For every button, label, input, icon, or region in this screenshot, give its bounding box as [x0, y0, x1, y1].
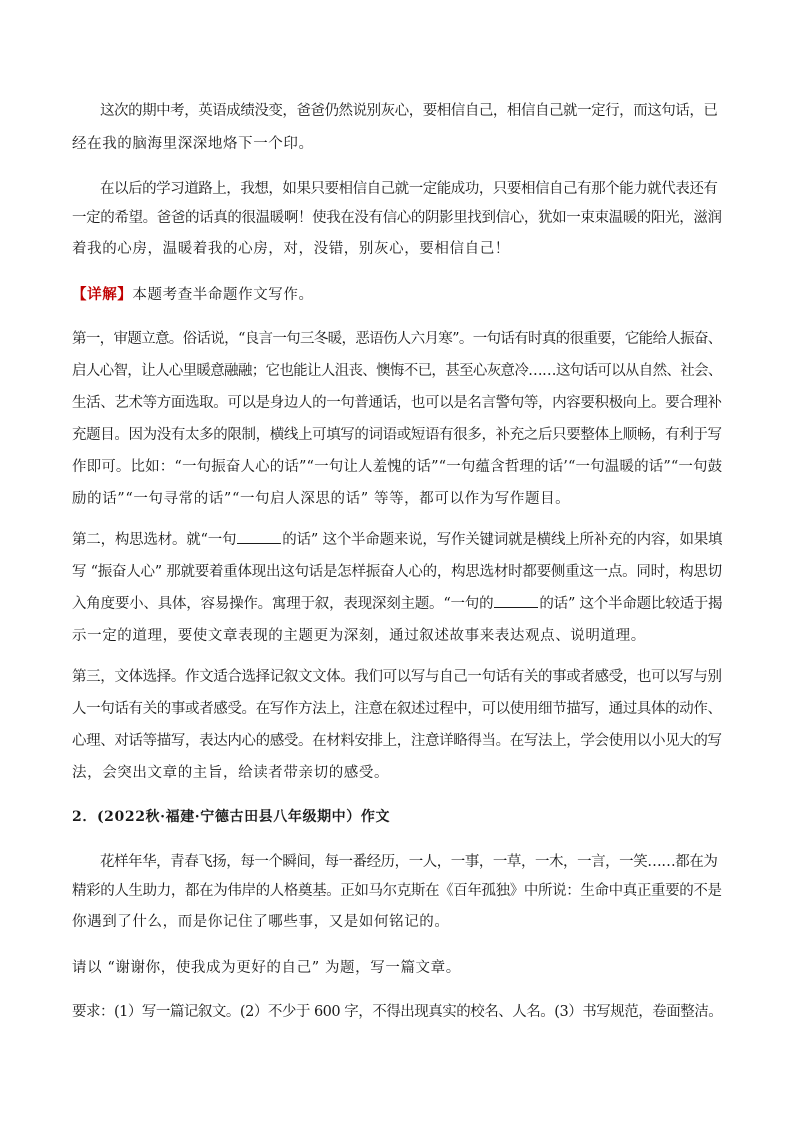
analysis-third-line1: 第三，文体选择。作文适合选择记叙文文体。我们可以写与自己一句话有关的事或者感受，也可以写与别 — [72, 669, 722, 685]
analysis-second-line2: 写 “振奋人心” 那就要着重体现出这句话是怎样振奋人心的，构思选材时都要侧重这一点。同时，构思切 — [72, 564, 722, 580]
fill-blank — [237, 530, 281, 544]
analysis-first-line4: 充题目。因为没有太多的限制，横线上可填写的词语或短语有很多，补充之后只要整体上顺畅，有利于写 — [72, 427, 722, 443]
fill-blank — [494, 594, 538, 608]
analysis-first-line5: 作即可。比如：“一句振奋人心的话”“一句让人羞愧的话”“一句蕴含哲理的话’“一句温暖的话”“一句鼓 — [72, 459, 723, 475]
analysis-heading — [72, 285, 722, 305]
analysis-intro: 本题考查半命题作文写作。 — [132, 287, 314, 303]
essay-p2-line1: 在以后的学习道路上，我想，如果只要相信自己就一定能成功，只要相信自己有那个能力就代表还有 — [100, 181, 718, 197]
analysis-third-line3: 心理、对话等描写，表达内心的感受。在材料安排上，注意详略得当。在写法上，学会使用以小见大的写 — [72, 733, 722, 749]
analysis-second-line3-b: 的话” 这个半命题比较适于揭 — [539, 596, 723, 612]
question2-material-line2: 精彩的人生助力，都在为伟岸的人格奠基。正如马尔克斯在《百年孤独》中所说：生命中真正重要的不是 — [72, 883, 722, 899]
analysis-tag: 【详解】 — [72, 286, 133, 303]
analysis-first-line1: 第一，审题立意。俗话说，“良言一句三冬暖，恶语伤人六月寒”。一句话有时真的很重要，它能给人振奋、 — [72, 331, 722, 347]
analysis-first-line3: 生活、艺术等方面选取。可以是身边人的一句普通话，也可以是名言警句等，内容要积极向上。要合理补 — [72, 395, 722, 411]
analysis-second-line1-b: 的话” 这个半命题来说，写作关键词就是横线上所补充的内容，如果填 — [282, 532, 723, 548]
essay-p1-line1: 这次的期中考，英语成绩没变，爸爸仍然说别灰心，要相信自己，相信自己就一定行，而这句话，已 — [100, 103, 718, 119]
analysis-third-line4: 法，会突出文章的主旨，给读者带亲切的感受。 — [72, 765, 390, 781]
essay-p2-line2: 一定的希望。爸爸的话真的很温暖啊！使我在没有信心的阴影里找到信心，犹如一束束温暖的阳光，滋润 — [72, 210, 722, 226]
analysis-second-line3-a: 入角度要小、具体，容易操作。寓理于叙，表现深刻主题。“一句的 — [72, 596, 494, 612]
analysis-first-line2: 启人心智，让人心里暖意融融；它也能让人沮丧、懊悔不已，甚至心灰意冷……这句话可以从自然、社会、 — [72, 363, 722, 379]
question2-heading: 2．(2022秋·福建·宁德古田县八年级期中）作文 — [72, 809, 391, 825]
essay-p2-line3: 着我的心房，温暖着我的心房，对，没错，别灰心，要相信自己！ — [72, 241, 510, 257]
essay-p1-line2: 经在我的脑海里深深地烙下一个印。 — [72, 136, 314, 152]
analysis-second-line1 — [72, 530, 722, 550]
analysis-second-line3 — [72, 594, 722, 614]
question2-prompt: 请以 “谢谢你，使我成为更好的自己” 为题，写一篇文章。 — [72, 960, 461, 976]
question2-requirements: 要求：(1）写一篇记叙文。(2）不少于 600 字，不得出现真实的校名、人名。(3）书写规范，卷面整洁。 — [72, 1004, 723, 1020]
question2-material-line1: 花样年华，青春飞扬，每一个瞬间，每一番经历，一人，一事，一草，一木，一言，一笑……都在为 — [100, 854, 718, 870]
question2-material-line3: 你遇到了什么，而是你记住了哪些事，又是如何铭记的。 — [72, 914, 450, 930]
analysis-second-line1-a: 第二，构思选材。就“一句 — [72, 532, 237, 548]
analysis-second-line4: 示一定的道理，要使文章表现的主题更为深刻，通过叙述故事来表达观点、说明道理。 — [72, 628, 646, 644]
analysis-first-line6: 励的话”“一句寻常的话”“一句启人深思的话” 等等，都可以作为写作题目。 — [72, 491, 571, 507]
analysis-third-line2: 人一句话有关的事或者感受。在写作方法上，注意在叙述过程中，可以使用细节描写，通过具体的动作、 — [72, 701, 722, 717]
